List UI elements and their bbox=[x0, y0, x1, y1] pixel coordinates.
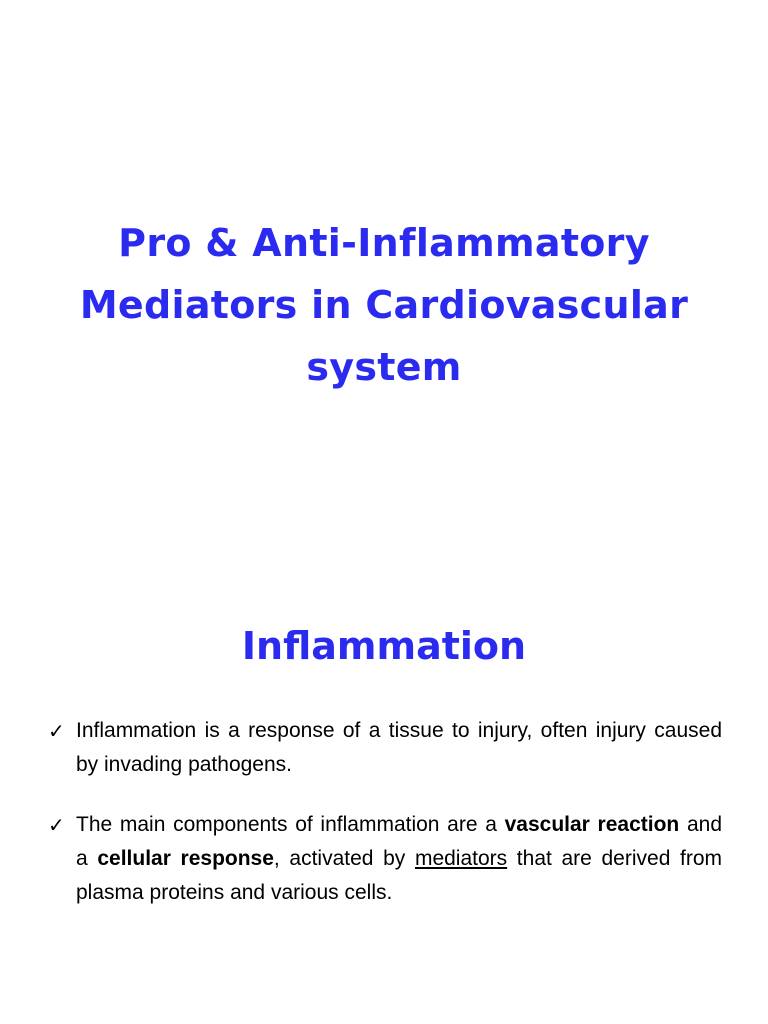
bullet-text-part: and a bbox=[76, 813, 723, 870]
bold-term-cellular-response: cellular response bbox=[97, 847, 274, 870]
bullet-text-part: , activated by bbox=[273, 847, 415, 870]
bold-term-vascular-reaction: vascular reaction bbox=[504, 813, 680, 836]
slide-title bbox=[40, 212, 728, 398]
checkmark-icon: ✓ bbox=[48, 813, 65, 837]
bullet-text: Inflammation is a response of a tissue to injury, often injury caused by invading pathogens. bbox=[76, 719, 722, 776]
bullet-text-part: The main components of inflammation are a bbox=[76, 813, 505, 836]
title-line-1: Pro & Anti-Inflammatory bbox=[118, 221, 650, 265]
bullet-item-components bbox=[48, 808, 722, 910]
section-heading: Inflammation bbox=[241, 624, 527, 668]
underlined-term-mediators: mediators bbox=[414, 847, 508, 870]
title-line-2: Mediators in Cardiovascular bbox=[79, 283, 689, 327]
checkmark-icon: ✓ bbox=[48, 719, 65, 743]
bullet-text-part: that are derived from plasma proteins and various cells. bbox=[76, 847, 723, 904]
title-line-3: system bbox=[306, 345, 462, 389]
bullet-item-definition bbox=[48, 714, 722, 782]
bullet-list bbox=[48, 714, 722, 936]
